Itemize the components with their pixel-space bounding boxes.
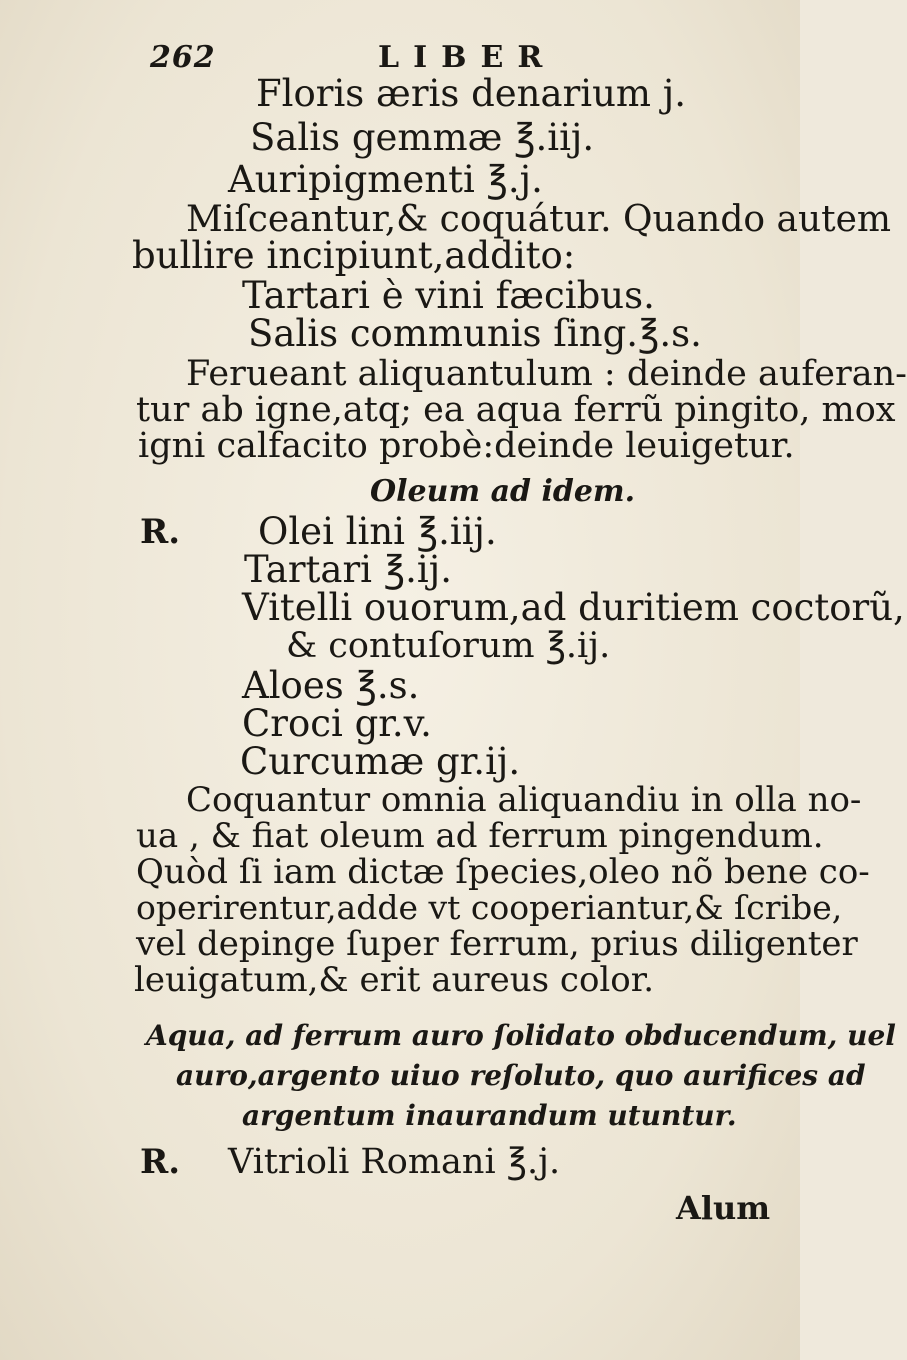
text-line: Curcumæ gr.ij. (240, 740, 521, 783)
section-heading: auro,argento uiuo reſoluto, quo aurifices ad (176, 1059, 866, 1092)
text-line: Vitrioli Romani ℥.j. (228, 1142, 561, 1182)
text-line: Auripigmenti ℥.j. (228, 158, 543, 201)
section-heading: argentum inaurandum utuntur. (242, 1099, 737, 1132)
page-number: 262 (150, 40, 216, 75)
text-line: Floris æris denarium j. (256, 72, 686, 115)
section-heading: Aqua, ad ferrum auro ſolidato obducendum, uel (146, 1019, 896, 1052)
text-line: tur ab igne,atq; ea aqua ferrũ pingito, mox (136, 390, 896, 430)
text-line: Coquantur omnia aliquandiu in olla no- (186, 780, 862, 820)
text-line: Olei lini ℥.iij. (258, 510, 497, 553)
text-line: Croci gr.v. (242, 702, 432, 745)
recipe-marker: R. (140, 512, 181, 552)
text-line: Tartari è vini fæcibus. (242, 274, 655, 317)
text-line: Salis communis ſing.℥.s. (248, 312, 702, 355)
catchword: Alum (676, 1189, 771, 1227)
text-line: ua , & fiat oleum ad ferrum pingendum. (136, 816, 824, 856)
text-line: Ferueant aliquantulum : deinde auferan- (186, 354, 907, 394)
text-line: Salis gemmæ ℥.iij. (250, 116, 595, 159)
text-line: operirentur,adde vt cooperiantur,& ſcribe, (136, 888, 843, 927)
text-line: leuigatum,& erit aureus color. (134, 960, 655, 1000)
text-line: Quòd ſi iam dictæ ſpecies,oleo nõ bene co- (136, 852, 870, 892)
text-line: vel depinge ſuper ferrum, prius diligenter (136, 924, 858, 964)
text-line: Vitelli ouorum,ad duritiem coctorũ, (242, 586, 905, 629)
text-line: Miſceantur,& coquátur. Quando autem (186, 199, 892, 240)
running-title: LIBER (378, 40, 557, 75)
text-line: bullire incipiunt,addito: (132, 234, 576, 277)
text-line: & contuſorum ℥.ij. (286, 626, 611, 666)
section-heading: Oleum ad idem. (370, 474, 636, 509)
recipe-marker: R. (140, 1142, 181, 1182)
text-line: Aloes ℥.s. (242, 664, 420, 707)
text-line: igni calfacito probè:deinde leuigetur. (138, 426, 795, 466)
text-line: Tartari ℥.ij. (244, 548, 452, 591)
